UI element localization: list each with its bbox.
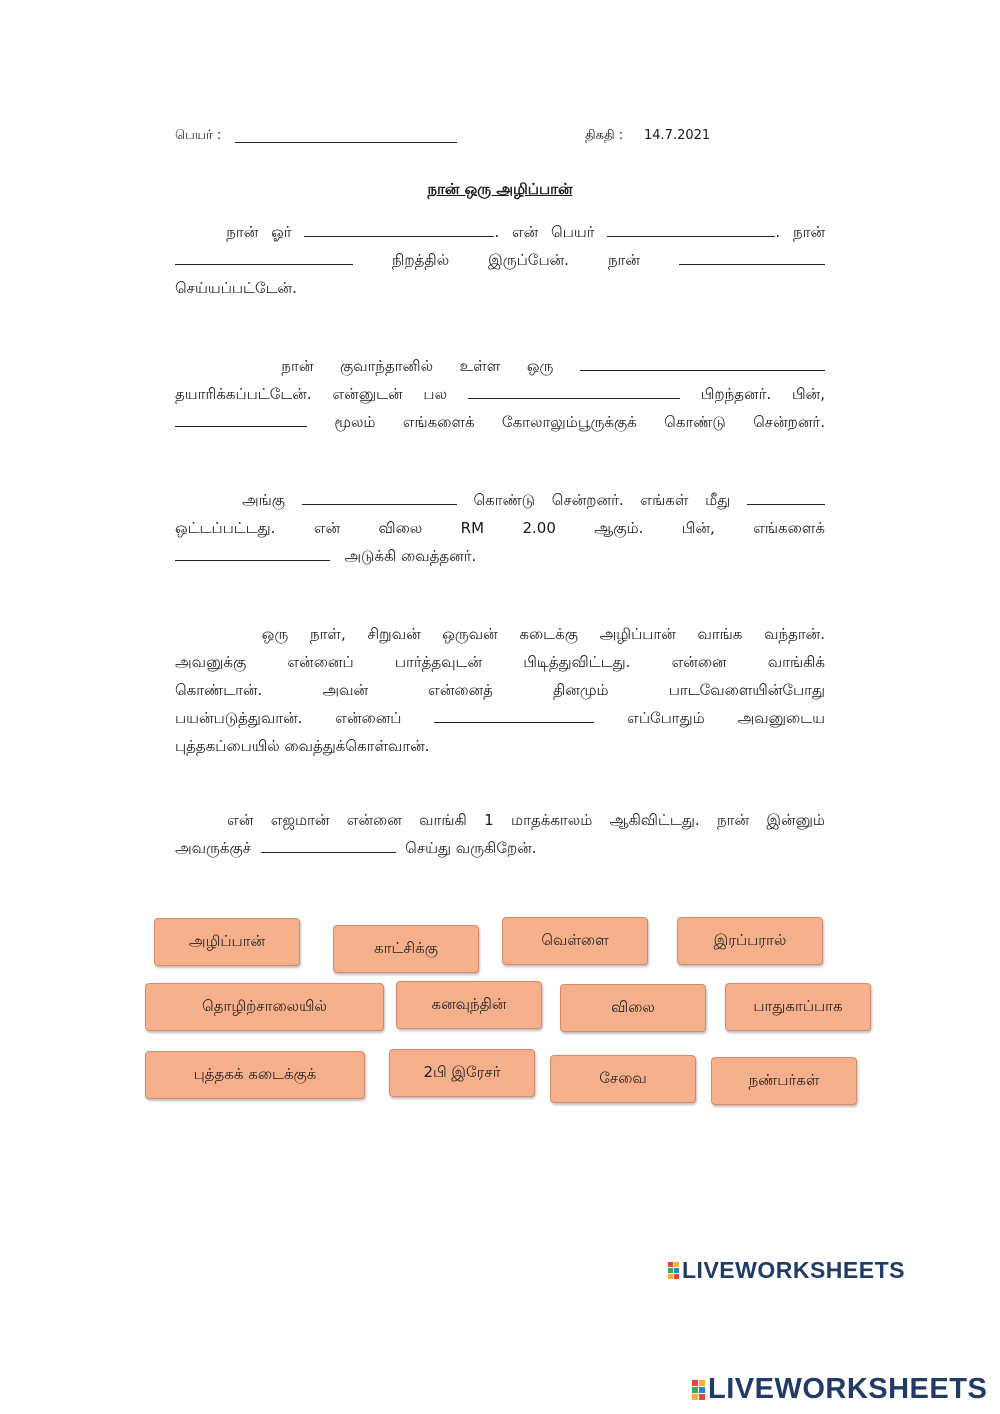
word-chip-factory[interactable]: தொழிற்சாலையில் xyxy=(145,983,384,1031)
text: புத்தகப்பையில் வைத்துக்கொள்வான். xyxy=(175,737,430,755)
text: அவனுக்கு என்னைப் பார்த்தவுடன் பிடித்துவிட்டது. என்னை வாங்கிக் xyxy=(175,653,825,671)
blank-5[interactable] xyxy=(580,356,825,371)
text: மூலம் எங்களைக் கோலாலும்பூருக்குக் கொண்டு சென்றனர். xyxy=(334,413,825,431)
paragraph-5 xyxy=(175,806,825,862)
text: நான் ஓர் xyxy=(226,223,292,241)
paragraph-line xyxy=(175,246,825,274)
paragraph-line xyxy=(175,380,825,408)
text: RM xyxy=(460,519,485,537)
text: கொண்டு சென்றனர். எங்கள் மீது xyxy=(473,491,731,509)
text: நான் xyxy=(607,251,640,269)
word-chip-eraser[interactable]: அழிப்பான் xyxy=(154,918,300,966)
text: . நான் xyxy=(775,223,825,241)
paragraph-4 xyxy=(175,620,825,760)
paragraph-line xyxy=(175,352,825,380)
word-chip-safely[interactable]: பாதுகாப்பாக xyxy=(725,983,871,1031)
word-chip-white[interactable]: வெள்ளை xyxy=(502,917,648,965)
paragraph-line xyxy=(175,620,825,648)
logo-text: LIVEWORKSHEETS xyxy=(682,1257,905,1283)
date-value: 14.7.2021 xyxy=(644,128,711,143)
text: பிறந்தனர். பின், xyxy=(700,385,826,403)
paragraph-2 xyxy=(175,352,825,436)
word-chip-lorry[interactable]: கனவுந்தின் xyxy=(396,981,542,1029)
logo-mark-icon xyxy=(692,1380,705,1400)
paragraph-line xyxy=(175,542,825,570)
word-chip-service[interactable]: சேவை xyxy=(550,1055,696,1103)
blank-2[interactable] xyxy=(607,222,775,237)
blank-1[interactable] xyxy=(304,222,494,237)
blank-12[interactable] xyxy=(261,838,396,853)
paragraph-1 xyxy=(175,218,825,302)
blank-4[interactable] xyxy=(679,250,825,265)
text: ஒரு xyxy=(526,357,554,375)
text: பயன்படுத்துவான். என்னைப் xyxy=(175,709,402,727)
word-chip-display[interactable]: காட்சிக்கு xyxy=(333,925,479,973)
liveworksheets-logo-outer xyxy=(692,1373,987,1406)
text: என் எஜமான் என்னை வாங்கி 1 மாதக்காலம் ஆகிவிட்டது. நான் இன்னும் xyxy=(227,811,825,829)
text: அவருக்குச் xyxy=(175,839,252,857)
text: பின், xyxy=(681,519,715,537)
blank-9[interactable] xyxy=(747,490,825,505)
blank-10[interactable] xyxy=(175,546,330,561)
date-label: திகதி : xyxy=(585,128,624,143)
text: 2.00 xyxy=(522,519,556,537)
text: . என் பெயர் xyxy=(494,223,595,241)
text: இருப்பேன். xyxy=(488,251,569,269)
text: தயாரிக்கப்பட்டேன். என்னுடன் பல xyxy=(175,385,448,403)
text: அங்கு xyxy=(241,491,285,509)
text: எங்களைக் xyxy=(753,519,825,537)
text: அடுக்கி வைத்தனர். xyxy=(344,547,477,565)
blank-7[interactable] xyxy=(175,412,307,427)
paragraph-line xyxy=(175,648,825,676)
text: எப்போதும் அவனுடைய xyxy=(627,709,825,727)
paragraph-line xyxy=(175,218,825,246)
paragraph-line xyxy=(175,834,825,862)
blank-6[interactable] xyxy=(468,384,680,399)
text: ஒட்டப்பட்டது. xyxy=(175,519,276,537)
paragraph-line xyxy=(175,274,825,302)
logo-mark-icon xyxy=(668,1262,679,1279)
text: என் xyxy=(313,519,341,537)
worksheet-title: நான் ஒரு அழிப்பான் xyxy=(427,180,573,198)
paragraph-line xyxy=(175,486,825,514)
text: செய்து வருகிறேன். xyxy=(405,839,537,857)
text: உள்ள xyxy=(459,357,501,375)
word-chip-rubber[interactable]: இரப்பரால் xyxy=(677,917,823,965)
text: ஒரு நாள், சிறுவன் ஒருவன் கடைக்கு அழிப்பான் வாங்க வந்தான். xyxy=(261,625,825,643)
text: நான் xyxy=(281,357,314,375)
blank-8[interactable] xyxy=(302,490,457,505)
text: ஆகும். xyxy=(594,519,644,537)
logo-text: LIVEWORKSHEETS xyxy=(708,1373,988,1405)
paragraph-line xyxy=(175,676,825,704)
paragraph-line xyxy=(175,514,825,542)
word-chip-2b-eraser[interactable]: 2பி இரேசர் xyxy=(389,1049,535,1097)
paragraph-3 xyxy=(175,486,825,570)
blank-11[interactable] xyxy=(434,708,594,723)
blank-3[interactable] xyxy=(175,250,353,265)
name-blank[interactable] xyxy=(235,128,457,143)
text: செய்யப்பட்டேன். xyxy=(175,279,297,297)
liveworksheets-logo-inner xyxy=(668,1257,905,1284)
text: கொண்டான். அவன் என்னைத் தினமும் பாடவேளையின்போது xyxy=(175,681,825,699)
paragraph-line xyxy=(175,704,825,732)
name-label: பெயர் : xyxy=(175,128,222,143)
word-chip-price[interactable]: விலை xyxy=(560,984,706,1032)
word-chip-bookshop[interactable]: புத்தகக் கடைக்குக் xyxy=(145,1051,365,1099)
word-chip-friends[interactable]: நண்பர்கள் xyxy=(711,1057,857,1105)
paragraph-line xyxy=(175,806,825,834)
paragraph-line xyxy=(175,732,825,760)
paragraph-line xyxy=(175,408,825,436)
text: நிறத்தில் xyxy=(392,251,450,269)
text: விலை xyxy=(378,519,423,537)
text: குவாந்தானில் xyxy=(339,357,434,375)
